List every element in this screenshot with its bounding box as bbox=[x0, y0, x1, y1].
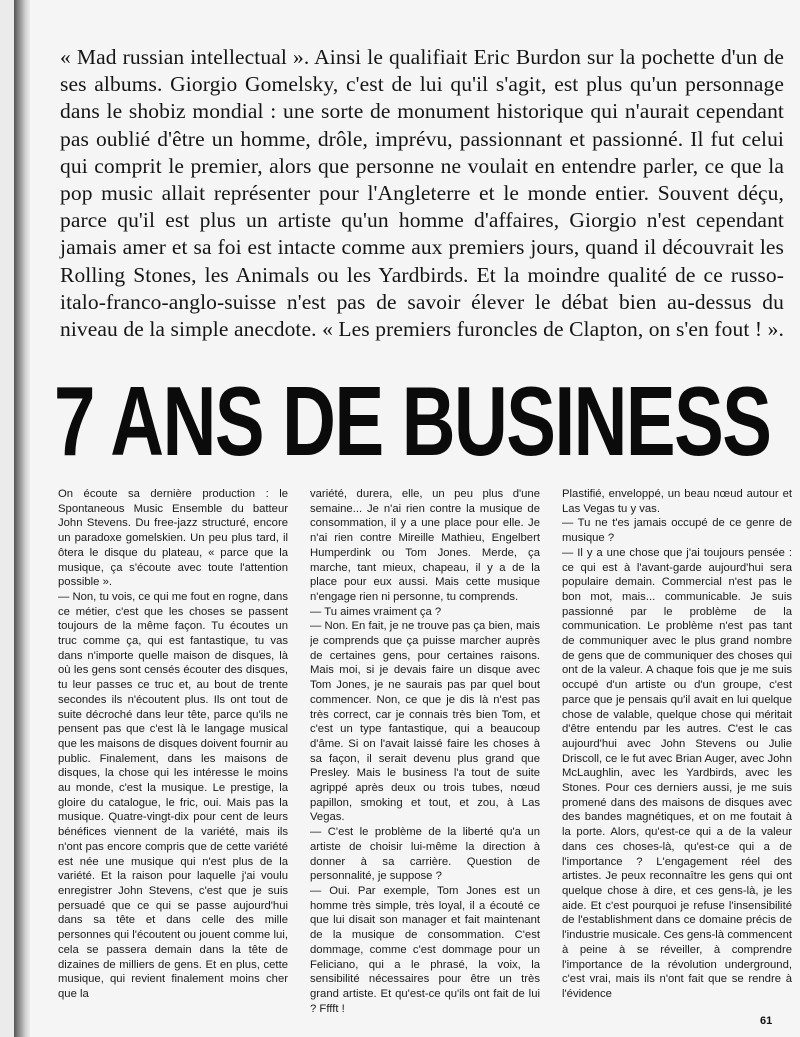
magazine-page bbox=[14, 0, 800, 1037]
page-spine-shadow bbox=[14, 0, 30, 1037]
body-column-3: Plastifié, enveloppé, un beau nœud autour et Las Vegas tu y vas. — Tu ne t'es jamais occupé de ce genre de musique ? — Il y a une chose que j'ai toujours pensée : ce qui est à l'avant-garde aujourd'hui sera populaire demain. Commercial n'est pas le bon mot, mais... communicable. Je suis passionné par le problème de la communication. Le problème n'est pas tant de communiquer avec le plus grand nombre de gens que de communiquer des choses qui ont de la valeur. A chaque fois que je me suis occupé d'un artiste ou d'un groupe, c'est parce que je pensais qu'il avait en lui quelque chose de valable, quelque chose qui méritait d'être entendu par les autres. C'est le cas aujourd'hui avec John Stevens ou Julie Driscoll, ce le fut avec Brian Auger, avec John McLaughlin, avec les Yardbirds, avec les Stones. Pour ces derniers aussi, je me suis promené dans des maisons de disques avec des bandes magnétiques, et on me foutait à la porte. Alors, qu'est-ce qui a de la valeur dans ces choses-là, qu'est-ce qui a de l'importance ? L'engagement réel des artistes. Je peux reconnaître les gens qui ont quelque chose à dire, et ces gens-là, je les aide. Et c'est pourquoi je refuse l'insensibilité de l'establishment dans ce domaine précis de l'industrie musicale. Ces gens-là commencent à peine à se réveiller, à comprendre l'importance de la révolution underground, c'est vrai, mais ils n'ont fait que se rendre à l'évidence bbox=[562, 488, 792, 1000]
body-column-1: On écoute sa dernière production : le Spontaneous Music Ensemble du batteur John Stevens. Du free-jazz structuré, encore un paradoxe gomelskien. Un peu plus tard, il ôtera le disque du plateau, « parce que la musique, ça s'écoute avec toute l'attention possible ». — Non, tu vois, ce qui me fout en rogne, dans ce métier, c'est que les choses se passent toujours de la même façon. Tu écoutes un truc comme ça, qui est fantastique, tu vas dans n'importe quelle maison de disques, là où les gens sont censés écouter des disques, tu leur passes ce truc et, au bout de trente secondes ils n'écoutent plus. Ils ont tout de suite décroché dans leur tête, parce qu'ils ne pensent pas que c'est là le langage musical que les maisons de disques doivent fournir au public. Finalement, dans les maisons de disques, la chose qui les intéresse le moins au monde, c'est la musique. Le prestige, la gloire du catalogue, le fric, oui. Mais pas la musique. Quatre-vingt-dix pour cent de leurs bénéfices viennent de la variété, mais ils n'ont pas encore compris que de cette variété est née une musique qui n'est plus de la variété. Et la raison pour laquelle j'ai voulu enregistrer John Stevens, c'est que je suis persuadé que ce qui se passe aujourd'hui dans sa tête et dans celle des mille personnes qui l'écoutent ou jouent comme lui, cela se passera demain dans la tête de dizaines de milliers de gens. Et en plus, cette musique, qui revient finalement moins cher que la bbox=[58, 488, 288, 1000]
page-number: 61 bbox=[760, 1015, 773, 1027]
article-intro: « Mad russian intellectual ». Ainsi le qualifiait Eric Burdon sur la pochette d'un de ses albums. Giorgio Gomelsky, c'est de lui qu'il s'agit, est plus qu'un personnage dans le shobiz mondial : une sorte de monument historique qui n'aurait cependant pas oublié d'être un homme, drôle, imprévu, passionnant et passionné. Il fut celui qui comprit le premier, alors que personne ne voulait en entendre parler, ce que la pop music allait représenter pour l'Angleterre et le monde entier. Souvent déçu, parce qu'il est plus un artiste qu'un homme d'affaires, Giorgio n'est cependant jamais amer et sa foi est intacte comme aux premiers jours, quand il découvrait les Rolling Stones, les Animals ou les Yardbirds. Et la moindre qualité de ce russo-italo-franco-anglo-suisse n'est pas de savoir élever le débat bien au-dessus du niveau de la simple anecdote. « Les premiers furoncles de Clapton, on s'en fout ! ». bbox=[60, 45, 784, 342]
body-column-2: variété, durera, elle, un peu plus d'une semaine... Je n'ai rien contre la musique de consommation, il y a une place pour elle. Je n'ai rien contre Mireille Mathieu, Engelbert Humperdink ou Tom Jones. Merde, ça marche, tant mieux, chapeau, il y a de la place pour eux aussi. Mais cette musique n'engage rien ni personne, tu comprends. — Tu aimes vraiment ça ? — Non. En fait, je ne trouve pas ça bien, mais je comprends que ça puisse marcher auprès de certaines gens, pour certaines raisons. Mais moi, si je devais faire un disque avec Tom Jones, je ne saurais pas par quel bout commencer. Non, ce que je dis là n'est pas très correct, car je connais très bien Tom, et c'est un type fantastique, qui a beaucoup d'âme. Si on l'avait laissé faire les choses à sa façon, il serait devenu plus grand que Presley. Mais le business l'a tout de suite agrippé après deux ou trois tubes, nœud papillon, smoking et tout, et zou, à Las Vegas. — C'est le problème de la liberté qu'a un artiste de choisir lui-même la direction à donner à sa carrière. Question de personnalité, je suppose ? — Oui. Par exemple, Tom Jones est un homme très simple, très loyal, il a écouté ce que lui disait son manager et fait maintenant de la musique de consommation. C'est dommage, comme c'est dommage pour un Feliciano, qui a le phrasé, la voix, la sensibilité nécessaires pour être un très grand artiste. Et qu'est-ce qu'ils ont fait de lui ? Fffft ! bbox=[310, 488, 540, 1015]
article-body bbox=[58, 487, 792, 1017]
article-headline: 7 ANS DE BUSINESS bbox=[54, 366, 771, 476]
